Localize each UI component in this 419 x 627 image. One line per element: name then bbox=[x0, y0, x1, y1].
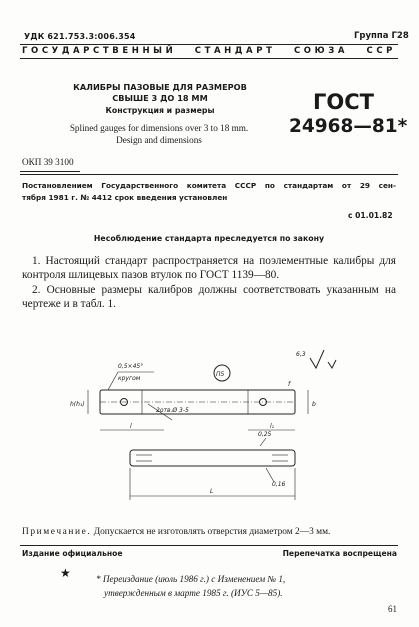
mark-label: П5 bbox=[216, 371, 225, 378]
title-ru-line2: СВЫШЕ 3 ДО 18 ММ bbox=[112, 93, 208, 103]
rounded-label: кругом bbox=[118, 375, 141, 382]
title-en-line1: Splined gauges for dimensions over 3 to 18 mm. bbox=[69, 123, 249, 133]
official-edition: Издание официальное bbox=[22, 549, 123, 558]
note-label: Примечание. bbox=[22, 527, 92, 537]
standard-band: ГОСУДАРСТВЕННЫЙ СТАНДАРТ СОЮЗА ССР bbox=[22, 46, 396, 56]
okp-rule bbox=[20, 171, 80, 172]
decree-line2: тября 1981 г. № 4412 срок введения установлен bbox=[22, 193, 228, 202]
note-text: Допускается не изготовлять отверстия диаметром 2—3 мм. bbox=[91, 527, 331, 537]
decree-rule bbox=[20, 174, 398, 175]
roughness-main-label: 6,3 bbox=[296, 351, 306, 358]
roughness-leader bbox=[266, 468, 274, 482]
paragraph-1: 1. Настоящий стандарт распространяется на поэлементные калибры для контроля шлицевых пазов втулок по ГОСТ 1139—80. bbox=[22, 255, 396, 281]
star-icon: ★ bbox=[60, 566, 71, 580]
paragraph-2: 2. Основные размеры калибров должны соответствовать указанным на чертеже и в табл. 1. bbox=[22, 284, 396, 310]
holes-label: 2отв.Ø 3-5 bbox=[156, 407, 189, 414]
roughness-small-label: 0,16 bbox=[272, 481, 286, 488]
title-ru-subtitle: Конструкция и размеры bbox=[105, 106, 215, 115]
okp-code: ОКП 39 3100 bbox=[22, 157, 74, 167]
gost-label: ГОСТ bbox=[313, 90, 374, 114]
legal-warning: Несоблюдение стандарта преследуется по закону bbox=[93, 234, 325, 243]
roughness-symbol-icon bbox=[310, 350, 324, 368]
reprint-prohibited: Перепечатка воспрещена bbox=[282, 549, 397, 558]
length-l-label: l bbox=[130, 423, 132, 430]
udk-code: УДК 621.753.3:006.354 bbox=[24, 32, 136, 41]
page-number: 61 bbox=[388, 604, 397, 614]
title-en-line2: Design and dimensions bbox=[116, 135, 202, 145]
header-rule-bottom bbox=[20, 58, 398, 59]
width-b-label: b bbox=[312, 401, 316, 408]
gauge-drawing bbox=[60, 346, 360, 516]
length-L-label: L bbox=[210, 488, 214, 495]
length-l1-label: l₁ bbox=[270, 423, 275, 430]
reissue-line2: утвержденным в марте 1985 г. (ИУС 5—85). bbox=[104, 588, 283, 598]
chamfer-label: 0,5×45° bbox=[118, 363, 144, 370]
f-label: f bbox=[288, 381, 291, 388]
chamfer-leader-arrow bbox=[108, 372, 118, 390]
title-ru-line1: КАЛИБРЫ ПАЗОВЫЕ ДЛЯ РАЗМЕРОВ bbox=[73, 82, 247, 92]
gauge-side-view bbox=[130, 450, 295, 466]
chamfer-small-leader bbox=[260, 438, 266, 446]
note bbox=[22, 527, 330, 537]
decree-line1: Постановлением Государственного комитета СССР по стандартам от 29 сен- bbox=[22, 181, 396, 190]
height-label: h(h₁) bbox=[70, 401, 85, 408]
gauge-drawing-svg bbox=[60, 346, 360, 516]
chamfer-small-label: 0,25 bbox=[258, 431, 272, 438]
gost-number: 24968—81* bbox=[289, 116, 408, 137]
decree-date: с 01.01.82 bbox=[348, 211, 393, 220]
header-rule-top bbox=[20, 44, 398, 45]
group-code: Группа Г28 bbox=[354, 31, 409, 41]
footer-rule bbox=[20, 545, 398, 546]
reissue-line1: * Переиздание (июль 1986 г.) с Изменением № 1, bbox=[96, 574, 286, 584]
roughness-symbol-small-icon bbox=[328, 360, 336, 368]
